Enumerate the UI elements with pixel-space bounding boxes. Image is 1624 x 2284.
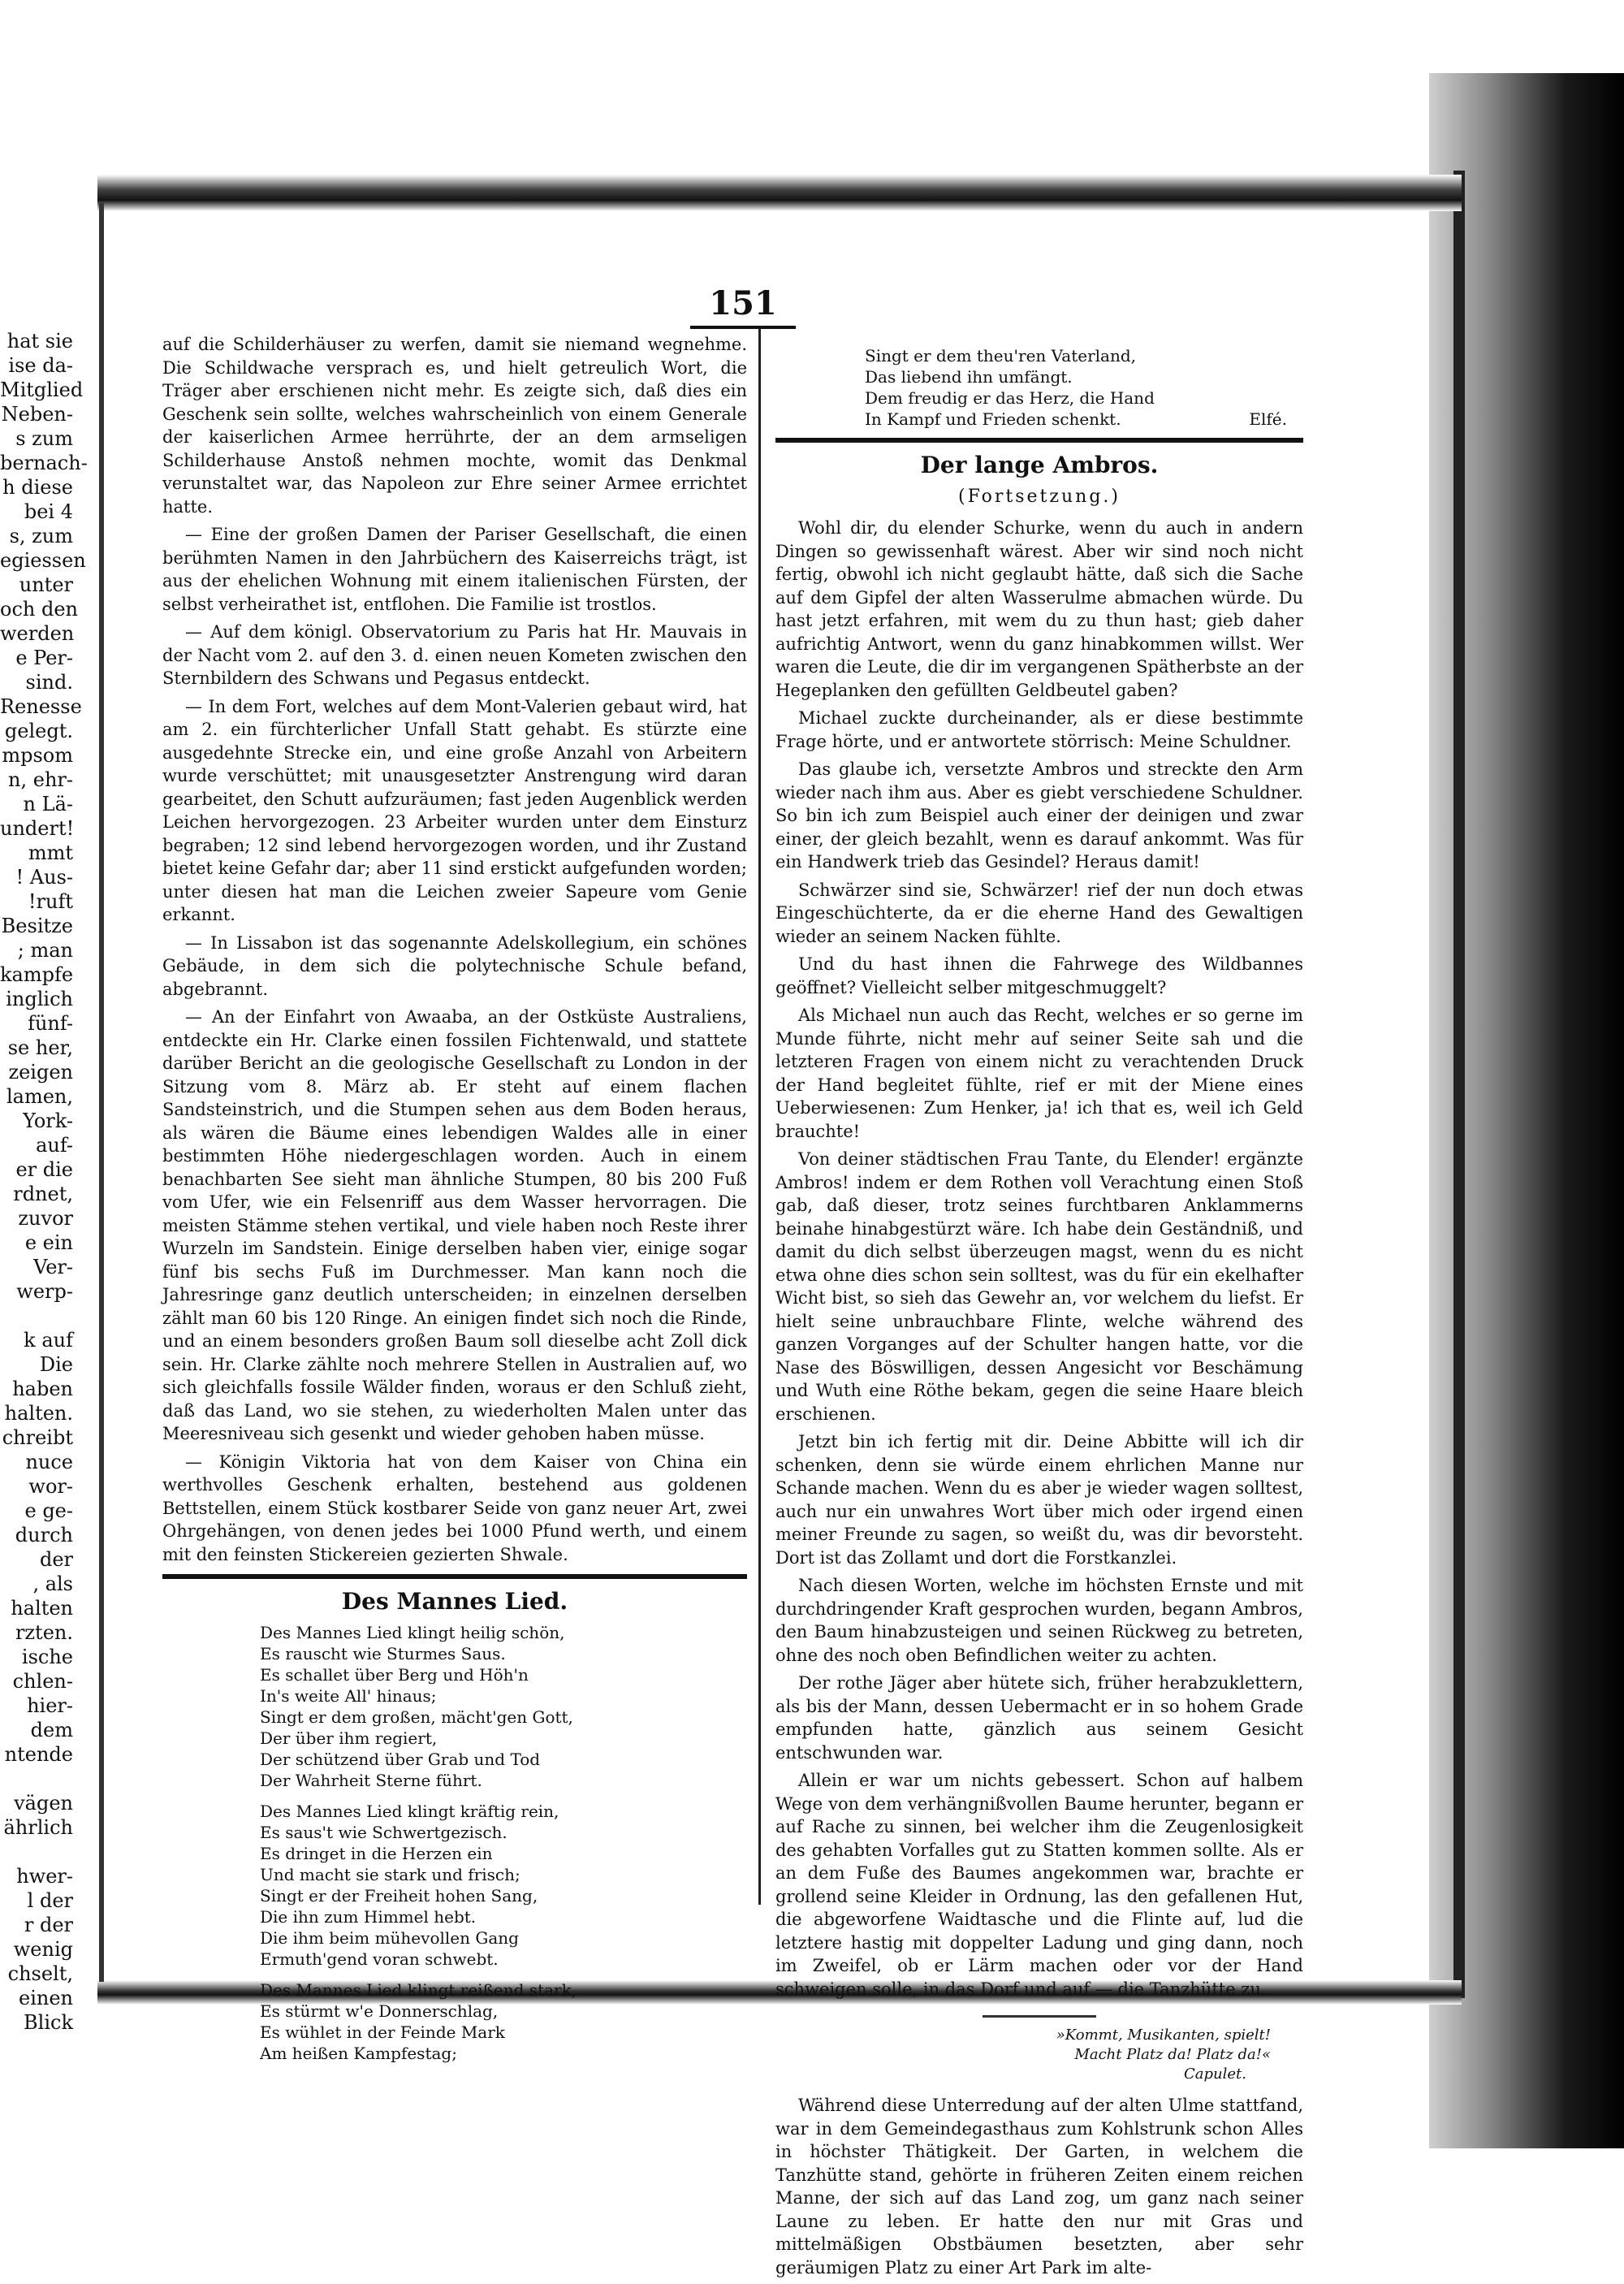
page-number: 151 xyxy=(690,284,796,329)
binding-edge xyxy=(1453,171,1465,1998)
section-rule xyxy=(775,438,1303,443)
poem-line: Am heißen Kampfestag; xyxy=(260,2043,457,2063)
section-rule-short xyxy=(983,2015,1096,2018)
news-paragraph: auf die Schilderhäuser zu werfen, damit sie niemand wegnehme. Die Schildwache versprach es, und hielt getreulich Wort, die Träger aber erschienen nicht mehr. Es zeigte sich, daß dies ein Geschenk sein sollte, welches wahrscheinlich von einem Generale der kaiserlichen Armee herrührte, der an dem armseligen Schilderhause Anstoß nehmen mochte, womit das Denkmal verunstaltet war, das Napoleon zur Ehre seiner Armee errichtet hatte. xyxy=(162,335,747,517)
fragment-line xyxy=(0,1304,73,1328)
motto-line: Macht Platz da! Platz da!« xyxy=(1074,2046,1271,2063)
fragment-line: sind. xyxy=(25,671,73,694)
fragment-line: ntende xyxy=(4,1743,73,1766)
fragment-line: , als xyxy=(32,1572,73,1595)
poem-line: Des Mannes Lied klingt reißend stark, xyxy=(260,1979,577,2000)
poem-title: Des Mannes Lied. xyxy=(341,1588,568,1615)
poem-verse xyxy=(260,1801,747,1970)
fragment-line: halten xyxy=(11,1597,73,1620)
story-paragraph: Wohl dir, du elender Schurke, wenn du auch in andern Dingen so gewissenhaft wärest. Aber wir sind noch nicht fertig, obwohl ich nicht geglaubt hätte, daß sich die Sache auf dem Gipfel der alten Wasserulme abmachen würde. Du hast jetzt erfahren, mit wem du zu thun hast; gieb daher aufrichtig Antwort, wenn du ganz hinabkommen willst. Wer waren die Leute, die dir im vergangenen Spätherbste an der Hegeplanken den gefüllten Geldbeutel gaben? xyxy=(775,518,1303,700)
fragment-line: bernach- xyxy=(0,452,88,474)
fragment-line: se her, xyxy=(7,1036,73,1059)
column-divider xyxy=(758,329,761,1905)
fragment-line: hier- xyxy=(27,1694,73,1717)
fragment-line: ise da- xyxy=(8,354,73,377)
fragment-line: er die xyxy=(15,1158,73,1181)
fragment-line: zuvor xyxy=(18,1207,73,1230)
fragment-line: Renesse xyxy=(0,695,82,718)
fragment-line: k auf xyxy=(24,1329,73,1352)
fragment-line: Blick xyxy=(24,2011,73,2034)
fragment-line: durch xyxy=(15,1524,73,1546)
fragment-line xyxy=(0,1840,73,1864)
fragment-line: n, ehr- xyxy=(8,768,73,791)
news-paragraph: — An der Einfahrt von Awaaba, an der Ostküste Australiens, entdeckte ein Hr. Clarke einen fossilen Fichtenwald, und stattete darüber Bericht an die geologische Gesellschaft zu London in der Sitzung vom 8. März ab. Er steht auf einem flachen Sandsteinstrich, und die Stumpen sehen aus dem Boden heraus, als wären die Bäume eines lebendigen Waldes alle in einer bestimmten Höhe niedergeschlagen worden. Auch in einem benachbarten See sieht man ähnliche Stumpen, 80 bis 200 Fuß vom Ufer, wie ein Felsenriff aus dem Wasser hervorragen. Die meisten Stämme stehen vertikal, und viele haben noch Reste ihrer Wurzeln im Sandstein. Einige derselben haben vier, einige sogar fünf bis sechs Fuß im Durchmesser. Man kann noch die Jahresringe ganz deutlich unterscheiden; in einzelnen derselben zählt man 60 bis 120 Ringe. An einigen findet sich noch die Rinde, und an einem besonders großen Baum soll dieselbe acht Zoll dick sein. Hr. Clarke zählte noch mehrere Stellen in Australien auf, wo sich gleichfalls fossile Wälder finden, woraus er den Schluß zieht, daß das Land, wo sie stehen, zu wiederholten Malen unter das Meeresniveau sich gesenkt und wieder gehoben haben müsse. xyxy=(162,1007,747,1443)
fragment-line: e ge- xyxy=(24,1499,73,1522)
fragment-line: vägen xyxy=(14,1792,73,1815)
top-page-edge xyxy=(97,175,1462,211)
fragment-line: gelegt. xyxy=(4,720,73,742)
poem-line: In Kampf und Frieden schenkt. xyxy=(865,409,1121,429)
story-paragraph: Nach diesen Worten, welche im höchsten Ernste und mit durchdringender Kraft gesprochen wurden, begann Ambros, den Baum hinabzusteigen und seinen Rückweg zu betreten, ohne des noch oben Befindlichen weiter zu achten. xyxy=(775,1576,1303,1665)
fragment-line: h diese xyxy=(2,476,73,499)
poem-signature: Elfé. xyxy=(1249,409,1287,429)
fragment-line: dem xyxy=(30,1719,73,1741)
fragment-line: egiessen xyxy=(0,549,86,572)
fragment-line: Besitze xyxy=(1,915,73,937)
story-paragraph: Das glaube ich, versetzte Ambros und streckte den Arm wieder nach ihm aus. Aber es giebt verschiedene Schuldner. So bin ich zum Beispiel auch einer der deinigen und zwar einer, der gleich bezahlt, wenn es darauf ankommt. Was für ein Handwerk trieb das Gesindel? Heraus damit! xyxy=(775,759,1303,872)
fragment-line: kampfe xyxy=(0,963,74,986)
poem-line: Es rauscht wie Sturmes Saus. xyxy=(260,1643,506,1663)
story-subtitle: (Fortsetzung.) xyxy=(958,486,1121,507)
fragment-line: ; man xyxy=(17,939,73,962)
story-paragraph: Jetzt bin ich fertig mit dir. Deine Abbitte will ich dir schenken, denn sie würde einem ehrlichen Manne nur Schande machen. Wenn du es aber je wieder wagen solltest, auch nur ein unwahres Wort über mich oder irgend einen meiner Freunde zu sagen, so weißt du, was dir bevorsteht. Dort ist das Zollamt und dort die Forstkanzlei. xyxy=(775,1432,1303,1568)
story-paragraph: Schwärzer sind sie, Schwärzer! rief der nun doch etwas Eingeschüchterte, da er die eherne Hand des Gewaltigen wieder an seinem Nacken fühlte. xyxy=(775,880,1303,946)
fragment-line: ! Aus- xyxy=(15,866,73,889)
poem-line: Es dringet in die Herzen ein xyxy=(260,1843,493,1863)
poem-line: Es stürmt w'e Donnerschlag, xyxy=(260,2001,499,2021)
fragment-line: s, zum xyxy=(9,525,73,547)
fragment-line: der xyxy=(39,1548,73,1571)
story-paragraph: Der rothe Jäger aber hütete sich, früher herabzuklettern, als bis der Mann, dessen Uebermacht er in so hohem Grade empfunden hatte, gänzlich aus seinem Gesicht entschwunden war. xyxy=(775,1673,1303,1763)
fragment-line: fünf- xyxy=(28,1012,73,1035)
fragment-line: e ein xyxy=(24,1231,73,1254)
fragment-line: halten. xyxy=(4,1402,73,1425)
poem-verse xyxy=(260,1979,747,2064)
motto-line: »Kommt, Musikanten, spielt! xyxy=(1056,2027,1271,2044)
fragment-line: undert! xyxy=(0,817,75,840)
fragment-line: l der xyxy=(27,1889,73,1912)
news-paragraph: — In Lissabon ist das sogenannte Adelskollegium, ein schönes Gebäude, in dem sich die polytechnische Schule befand, abgebrannt. xyxy=(162,932,747,999)
fragment-line: bei 4 xyxy=(24,500,73,523)
fragment-line: !ruft xyxy=(28,890,73,913)
poem xyxy=(260,1622,747,2064)
news-paragraph: — In dem Fort, welches auf dem Mont-Valerien gebaut wird, hat am 2. ein fürchterlicher Unfall Statt gehabt. Es stürzte eine ausgedehnte Strecke ein, und eine große Anzahl von Arbeitern wurde verschüttet; mit unausgesetzter Anstrengung wird daran gearbeitet, den Schutt aufzuräumen; fast jeden Augenblick werden Leichen hervorgezogen. 23 Arbeiter wurden unter dem Einsturz begraben; 12 sind lebend hervorgezogen worden, und ihr Zustand bietet keine Gefahr dar; aber 11 sind erstickt aufgefunden worden; unter diesen hat man die Leichen zweier Sapeure vom Genie erkannt. xyxy=(162,696,747,924)
fragment-line: Die xyxy=(39,1353,73,1376)
fragment-line: hwer- xyxy=(16,1865,73,1888)
poem-line: Ermuth'gend voran schwebt. xyxy=(260,1949,499,1969)
fragment-line: n Lä- xyxy=(23,793,73,815)
poem-line: Der über ihm regiert, xyxy=(260,1728,438,1748)
fragment-line: rdnet, xyxy=(13,1183,73,1205)
poem-line: Dem freudig er das Herz, die Hand xyxy=(865,388,1155,408)
fragment-line: auf- xyxy=(36,1134,73,1157)
poem-line: Des Mannes Lied klingt kräftig rein, xyxy=(260,1801,559,1821)
fragment-line: York- xyxy=(23,1110,73,1132)
poem-line: Des Mannes Lied klingt heilig schön, xyxy=(260,1622,565,1642)
fragment-line: ährlich xyxy=(3,1816,73,1839)
news-items xyxy=(162,333,747,1566)
fragment-line: einen xyxy=(19,1987,73,2009)
fragment-line: Mitglied xyxy=(0,379,84,401)
fragment-line: werden xyxy=(0,622,75,645)
story-paragraph: Und du hast ihnen die Fahrwege des Wildbannes geöffnet? Vielleicht selber mitgeschmuggelt? xyxy=(775,954,1303,997)
fragment-line: inglich xyxy=(6,988,73,1010)
poem-line: Die ihm beim mühevollen Gang xyxy=(260,1927,519,1948)
fragment-line: chreibt xyxy=(2,1426,73,1449)
poem-line: In's weite All' hinaus; xyxy=(260,1685,437,1706)
story-paragraph: Während diese Unterredung auf der alten Ulme stattfand, war in dem Gemeindegasthaus zum Kohlstrunk schon Alles in höchster Thätigkeit. Der Garten, in welchem die Tanzhütte stand, gehörte in früheren Zeiten einem reichen Manne, der sich auf das Land zog, um ganz nach seiner Laune zu leben. Er hatte den nur mit Gras und mittelmäßigen Obstbäumen besetzten, aber sehr geräumigen Platz zu einer Art Park im alte- xyxy=(775,2096,1303,2278)
fragment-line: werp- xyxy=(16,1280,73,1303)
fragment-line xyxy=(0,1767,73,1791)
news-paragraph: — Auf dem königl. Observatorium zu Paris hat Hr. Mauvais in der Nacht vom 2. auf den 3. d. einen neuen Kometen zwischen den Sternbildern des Schwans und Pegasus entdeckt. xyxy=(162,622,747,688)
fragment-line: Ver- xyxy=(33,1256,73,1278)
fragment-line: wor- xyxy=(28,1475,73,1498)
fragment-line: hat sie xyxy=(6,330,73,353)
news-paragraph: — Eine der großen Damen der Pariser Gesellschaft, die einen berühmten Namen in den Jahrbüchern des Kaiserreichs trägt, ist aus der ehelichen Wohnung mit einem italienischen Fürsten, der selbst verheirathet ist, entflohen. Die Familie ist trostlos. xyxy=(162,525,747,614)
fragment-line: haben xyxy=(12,1378,73,1400)
fragment-line: och den xyxy=(0,598,78,621)
fragment-line: chlen- xyxy=(12,1670,73,1693)
poem-verse xyxy=(260,1622,747,1791)
story-paragraph: Von deiner städtischen Frau Tante, du Elender! ergänzte Ambros! indem er dem Rothen voll Verachtung einen Stoß gab, daß dieser, trotz seines furchtbaren Anklammerns beinahe hinabgestürzt wäre. Ich habe dein Geständniß, und damit du dich selbst überzeugen magst, wenn du es nicht etwa ohne dies schon sein solltest, was du für ein ekelhafter Wicht bist, so sieh das Gewehr an, vor welchem du liefst. Er hielt seine unbrauchbare Flinte, welche während des ganzen Vorganges auf der Schulter hangen hatte, vor die Nase des Böswilligen, dessen Angesicht vor Beschämung und Wuth eine Röthe bekam, gegen die seine Haare bleich erschienen. xyxy=(775,1149,1303,1424)
fragment-line: e Per- xyxy=(15,647,73,669)
fragment-line: nuce xyxy=(25,1451,73,1473)
fragment-line: r der xyxy=(24,1914,73,1936)
poem-line: Es saus't wie Schwertgezisch. xyxy=(260,1822,508,1842)
fragment-line: Neben- xyxy=(1,403,73,426)
fragment-line: unter xyxy=(19,573,73,596)
story-paragraph: Allein er war um nichts gebessert. Schon auf halbem Wege von dem verhängnißvollen Baume herunter, begann er auf Rache zu sinnen, bei welcher ihm die Zeugenlosigkeit des gehabten Vorfalles gut zu Statten kommen sollte. Als er an dem Fuße des Baumes angekommen war, brachte er grollend seine Kleider in Ordnung, las den gefallenen Hut, die abgeworfene Waidtasche und die Flinte auf, lud die letztere hastig mit doppelter Ladung und ging dann, noch im Zweifel, ob er Lärm machen oder vor der Hand schweigen solle, in das Dorf und auf — die Tanzhütte zu. xyxy=(775,1771,1303,1999)
fragment-line: rzten. xyxy=(15,1621,73,1644)
poem-line: Es schallet über Berg und Höh'n xyxy=(260,1664,529,1685)
fragment-line: mmt xyxy=(28,841,73,864)
poem-continuation xyxy=(865,345,1303,430)
left-column xyxy=(162,333,747,2074)
poem-line: Singt er dem großen, mächt'gen Gott, xyxy=(260,1707,573,1727)
poem-line-with-signature xyxy=(865,409,1287,430)
fragment-line: ische xyxy=(21,1646,73,1668)
fragment-line: mpsom xyxy=(2,744,73,767)
poem-line: Die ihn zum Himmel hebt. xyxy=(260,1906,477,1927)
motto-source: Capulet. xyxy=(1184,2066,1246,2083)
fragment-line: lamen, xyxy=(6,1085,73,1108)
gutter-line xyxy=(99,203,104,1982)
story-paragraph: Michael zuckte durcheinander, als er diese bestimmte Frage hörte, und er antwortete störrisch: Meine Schuldner. xyxy=(775,708,1303,751)
fragment-line: chselt, xyxy=(7,1962,73,1985)
facing-page-fragments xyxy=(0,329,88,2035)
poem-line: Singt er der Freiheit hohen Sang, xyxy=(260,1885,538,1905)
poem-line: Singt er dem theu'ren Vaterland, xyxy=(865,346,1136,366)
story-paragraphs xyxy=(775,517,1303,2001)
motto xyxy=(775,2026,1271,2084)
right-column xyxy=(775,345,1303,2284)
story-title: Der lange Ambros. xyxy=(920,452,1159,478)
poem-line: Es wühlet in der Feinde Mark xyxy=(260,2022,505,2042)
news-paragraph: — Königin Viktoria hat von dem Kaiser von China ein werthvolles Geschenk erhalten, bestehend aus goldenen Bettstellen, einem Stück kostbarer Seide von ganz neuer Art, zwei Ohrgehängen, von denen jedes bei 1000 Pfund werth, und einem mit den feinsten Stickereien gezierten Shwale. xyxy=(162,1451,747,1564)
fragment-line: s zum xyxy=(15,427,73,450)
fragment-line: zeigen xyxy=(8,1061,73,1084)
poem-line: Der Wahrheit Sterne führt. xyxy=(260,1770,482,1790)
story-paragraph: Als Michael nun auch das Recht, welches er so gerne im Munde führte, nicht mehr auf seiner Seite sah und die letzteren Fragen von einem nicht zu verachtenden Druck der Hand begleitet fühlte, rief er mit der Miene eines Ueberwiesenen: Zum Henker, ja! ich that es, weil ich Geld brauchte! xyxy=(775,1006,1303,1141)
poem-line: Und macht sie stark und frisch; xyxy=(260,1864,520,1884)
poem-line: Das liebend ihn umfängt. xyxy=(865,367,1073,387)
fragment-line: wenig xyxy=(13,1938,73,1961)
poem-line: Der schützend über Grab und Tod xyxy=(260,1749,541,1769)
section-rule xyxy=(162,1574,747,1579)
